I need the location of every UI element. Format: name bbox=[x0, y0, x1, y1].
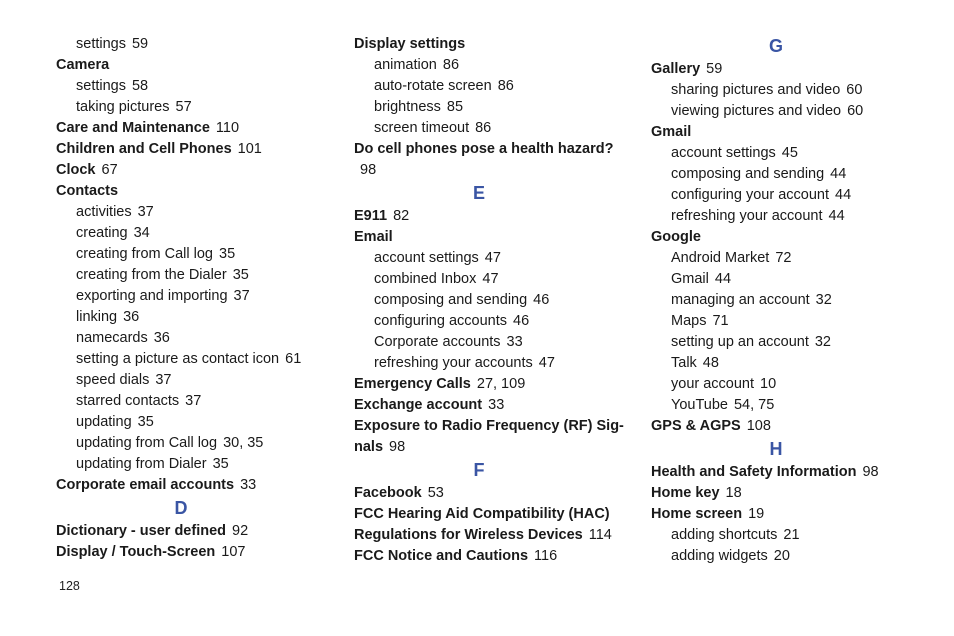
index-subentry bbox=[651, 374, 921, 395]
index-subentry bbox=[56, 34, 326, 55]
index-page-ref[interactable]: 45 bbox=[781, 145, 798, 161]
index-page-ref[interactable]: 101 bbox=[237, 141, 262, 157]
index-page-ref[interactable]: 47 bbox=[538, 355, 555, 371]
index-page-ref[interactable]: 32 bbox=[815, 292, 832, 308]
index-page-ref[interactable]: 33 bbox=[488, 397, 505, 413]
index-subentry bbox=[56, 76, 326, 97]
index-page-ref[interactable]: 67 bbox=[101, 162, 118, 178]
index-subentry bbox=[56, 328, 326, 349]
index-letter-heading: F bbox=[473, 460, 485, 480]
index-page-ref[interactable]: 48 bbox=[702, 355, 719, 371]
index-page-ref[interactable]: 35 bbox=[232, 267, 249, 283]
index-entry bbox=[354, 525, 624, 546]
index-term: adding shortcuts bbox=[671, 527, 778, 543]
index-term: Corporate accounts bbox=[374, 334, 501, 350]
index-subentry bbox=[354, 55, 624, 76]
index-page-ref[interactable]: 71 bbox=[712, 313, 729, 329]
index-subentry bbox=[651, 395, 921, 416]
index-page-ref[interactable]: 32 bbox=[814, 334, 831, 350]
index-term: Emergency Calls bbox=[354, 376, 471, 392]
index-page-ref[interactable]: 57 bbox=[175, 99, 192, 115]
index-term: Home screen bbox=[651, 506, 743, 522]
index-term: FCC Notice and Cautions bbox=[354, 548, 529, 564]
index-entry bbox=[354, 227, 624, 248]
index-page-ref[interactable]: 33 bbox=[240, 477, 257, 493]
index-term: Maps bbox=[671, 313, 707, 329]
index-page-ref[interactable]: 86 bbox=[442, 57, 460, 73]
index-page-ref[interactable]: 18 bbox=[725, 485, 742, 501]
index-subentry bbox=[651, 546, 921, 567]
index-entry bbox=[354, 483, 624, 504]
index-entry bbox=[651, 122, 921, 143]
index-page-ref[interactable]: 35 bbox=[219, 246, 236, 262]
index-entry bbox=[354, 416, 624, 458]
index-term: Children and Cell Phones bbox=[56, 141, 232, 157]
index-term: Android Market bbox=[671, 250, 770, 266]
index-page-ref[interactable]: 47 bbox=[482, 271, 499, 287]
index-page-ref[interactable]: 59 bbox=[706, 61, 723, 77]
index-term: Gallery bbox=[651, 61, 701, 77]
index-term: Exposure to Radio Frequency (RF) Sig-nals bbox=[354, 418, 624, 455]
index-term: Gmail bbox=[671, 271, 709, 287]
index-subentry bbox=[56, 202, 326, 223]
index-entry bbox=[651, 504, 921, 525]
index-term: configuring accounts bbox=[374, 313, 507, 329]
index-term: Display / Touch-Screen bbox=[56, 544, 216, 560]
index-term: brightness bbox=[374, 99, 441, 115]
index-term: Corporate email accounts bbox=[56, 477, 235, 493]
index-page-ref[interactable]: 108 bbox=[746, 418, 771, 434]
index-page-ref[interactable]: 54, 75 bbox=[733, 397, 775, 413]
index-term: FCC Hearing Aid Compatibility (HAC) bbox=[354, 506, 610, 522]
index-page-ref[interactable]: 59 bbox=[131, 36, 149, 52]
index-term: creating bbox=[76, 225, 128, 241]
index-entry bbox=[56, 542, 326, 563]
index-term: animation bbox=[374, 57, 437, 73]
index-term: Talk bbox=[671, 355, 697, 371]
index-subentry bbox=[56, 97, 326, 118]
index-entry bbox=[651, 462, 921, 483]
index-entry bbox=[56, 521, 326, 542]
index-term: starred contacts bbox=[76, 393, 180, 409]
index-page-ref[interactable]: 98 bbox=[360, 162, 377, 178]
index-term: exporting and importing bbox=[76, 288, 228, 304]
index-page-ref[interactable]: 116 bbox=[534, 548, 558, 564]
index-term: sharing pictures and video bbox=[671, 82, 841, 98]
index-subentry bbox=[354, 118, 624, 139]
index-term: E911 bbox=[354, 208, 388, 224]
index-entry bbox=[651, 416, 921, 437]
index-term: composing and sending bbox=[374, 292, 528, 308]
index-entry bbox=[354, 206, 624, 227]
index-subentry bbox=[56, 412, 326, 433]
index-entry bbox=[651, 483, 921, 504]
index-subentry bbox=[56, 307, 326, 328]
index-term: Health and Safety Information bbox=[651, 464, 857, 480]
index-page-ref[interactable]: 82 bbox=[393, 208, 410, 224]
index-term: account settings bbox=[374, 250, 479, 266]
index-page-ref[interactable]: 44 bbox=[714, 271, 732, 287]
index-page-ref[interactable]: 98 bbox=[862, 464, 879, 480]
index-term: setting a picture as contact icon bbox=[76, 351, 280, 367]
index-entry bbox=[354, 546, 624, 567]
index-page-ref[interactable]: 53 bbox=[427, 485, 444, 501]
index-page-ref[interactable]: 33 bbox=[506, 334, 523, 350]
index-subentry bbox=[651, 185, 921, 206]
index-letter-heading: H bbox=[769, 439, 783, 459]
index-subentry bbox=[56, 391, 326, 412]
index-page-ref[interactable]: 35 bbox=[212, 456, 229, 472]
index-term: combined Inbox bbox=[374, 271, 477, 287]
index-page-ref[interactable]: 92 bbox=[232, 523, 249, 539]
index-entry bbox=[354, 374, 624, 395]
index-term: settings bbox=[76, 36, 126, 52]
index-subentry bbox=[354, 311, 624, 332]
index-term: Clock bbox=[56, 162, 96, 178]
index-page-ref[interactable]: 34 bbox=[133, 225, 150, 241]
index-term: updating from Call log bbox=[76, 435, 218, 451]
index-subentry bbox=[651, 248, 921, 269]
index-subentry bbox=[651, 269, 921, 290]
index-term: Care and Maintenance bbox=[56, 120, 210, 136]
index-term: configuring your account bbox=[671, 187, 829, 203]
index-page-ref[interactable]: 44 bbox=[828, 208, 845, 224]
index-entry bbox=[354, 34, 624, 55]
index-subentry bbox=[56, 370, 326, 391]
index-term: updating bbox=[76, 414, 132, 430]
index-entry bbox=[56, 55, 326, 76]
index-subentry bbox=[56, 286, 326, 307]
index-term: Email bbox=[354, 229, 393, 245]
index-subentry bbox=[354, 97, 624, 118]
index-page-ref[interactable]: 21 bbox=[783, 527, 800, 543]
index-entry bbox=[354, 395, 624, 416]
index-entry bbox=[651, 227, 921, 248]
page-number: 128 bbox=[59, 579, 80, 593]
index-subentry bbox=[651, 353, 921, 374]
index-column-2 bbox=[354, 34, 624, 567]
index-term: Do cell phones pose a health hazard? bbox=[354, 141, 614, 157]
index-subentry bbox=[354, 332, 624, 353]
index-term: Camera bbox=[56, 57, 110, 73]
index-term: Exchange account bbox=[354, 397, 483, 413]
index-subentry bbox=[56, 265, 326, 286]
index-term: speed dials bbox=[76, 372, 150, 388]
index-term: settings bbox=[76, 78, 126, 94]
index-term: updating from Dialer bbox=[76, 456, 207, 472]
index-page-ref[interactable]: 37 bbox=[185, 393, 202, 409]
index-term: Regulations for Wireless Devices bbox=[354, 527, 583, 543]
index-term: Dictionary - user defined bbox=[56, 523, 227, 539]
index-subentry bbox=[56, 433, 326, 454]
index-subentry bbox=[56, 223, 326, 244]
index-page-ref[interactable]: 20 bbox=[773, 548, 790, 564]
index-term: Facebook bbox=[354, 485, 422, 501]
index-term: refreshing your accounts bbox=[374, 355, 533, 371]
index-page-ref[interactable]: 60 bbox=[847, 103, 864, 119]
index-page-ref[interactable]: 44 bbox=[835, 187, 852, 203]
index-letter-heading: E bbox=[472, 183, 485, 203]
index-subentry bbox=[651, 143, 921, 164]
index-term: Display settings bbox=[354, 36, 466, 52]
index-entry bbox=[651, 59, 921, 80]
index-term: Home key bbox=[651, 485, 720, 501]
index-subentry bbox=[651, 311, 921, 332]
index-term: GPS & AGPS bbox=[651, 418, 741, 434]
index-subentry bbox=[56, 349, 326, 370]
index-term: Gmail bbox=[651, 124, 692, 140]
index-page-ref[interactable]: 61 bbox=[285, 351, 302, 367]
index-entry bbox=[56, 475, 326, 496]
index-subentry bbox=[651, 525, 921, 546]
index-entry bbox=[56, 118, 326, 139]
index-page-ref[interactable]: 107 bbox=[221, 544, 246, 560]
index-page-ref[interactable]: 19 bbox=[748, 506, 765, 522]
index-page-ref[interactable]: 30, 35 bbox=[223, 435, 264, 451]
index-page-ref[interactable]: 37 bbox=[155, 372, 172, 388]
index-page-ref[interactable]: 27, 109 bbox=[476, 376, 526, 392]
index-page-ref[interactable]: 37 bbox=[137, 204, 154, 220]
index-term: account settings bbox=[671, 145, 776, 161]
index-page-ref[interactable]: 44 bbox=[830, 166, 847, 182]
index-entry bbox=[354, 504, 624, 525]
index-term: setting up an account bbox=[671, 334, 809, 350]
index-subentry bbox=[354, 353, 624, 374]
index-term: refreshing your account bbox=[671, 208, 823, 224]
index-subentry bbox=[651, 80, 921, 101]
index-entry bbox=[56, 181, 326, 202]
index-page-ref[interactable]: 46 bbox=[513, 313, 530, 329]
index-page-ref[interactable]: 37 bbox=[233, 288, 250, 304]
index-letter-heading: G bbox=[768, 36, 783, 56]
index-term: auto-rotate screen bbox=[374, 78, 492, 94]
index-term: creating from Call log bbox=[76, 246, 213, 262]
index-page-ref[interactable]: 72 bbox=[775, 250, 792, 266]
index-term: namecards bbox=[76, 330, 148, 346]
index-page-ref[interactable]: 110 bbox=[215, 120, 240, 136]
index-page-ref[interactable]: 10 bbox=[760, 376, 777, 392]
index-page-ref[interactable]: 86 bbox=[497, 78, 514, 94]
index-entry bbox=[56, 160, 326, 181]
index-column-1 bbox=[56, 34, 326, 563]
index-page-ref[interactable]: 36 bbox=[123, 309, 140, 325]
index-term: linking bbox=[76, 309, 118, 325]
index-subentry bbox=[56, 454, 326, 475]
index-page-ref[interactable]: 36 bbox=[153, 330, 170, 346]
index-term: managing an account bbox=[671, 292, 810, 308]
index-column-3 bbox=[651, 34, 921, 567]
index-page-ref[interactable]: 86 bbox=[475, 120, 492, 136]
index-letter-heading: D bbox=[174, 498, 188, 518]
index-term: viewing pictures and video bbox=[671, 103, 842, 119]
index-subentry bbox=[651, 206, 921, 227]
index-subentry bbox=[651, 332, 921, 353]
index-page-ref[interactable]: 46 bbox=[533, 292, 550, 308]
index-page-ref[interactable]: 85 bbox=[446, 99, 464, 115]
index-entry bbox=[56, 139, 326, 160]
index-subentry bbox=[651, 101, 921, 122]
index-page-ref[interactable]: 114 bbox=[588, 527, 612, 543]
index-subentry bbox=[354, 76, 624, 97]
index-term: taking pictures bbox=[76, 99, 170, 115]
index-subentry bbox=[56, 244, 326, 265]
index-subentry bbox=[354, 290, 624, 311]
index-term: YouTube bbox=[671, 397, 728, 413]
index-term: adding widgets bbox=[671, 548, 768, 564]
index-subentry bbox=[651, 290, 921, 311]
index-term: screen timeout bbox=[374, 120, 470, 136]
index-subentry bbox=[354, 248, 624, 269]
index-term: activities bbox=[76, 204, 132, 220]
index-term: composing and sending bbox=[671, 166, 825, 182]
index-term: Google bbox=[651, 229, 701, 245]
index-page-ref[interactable]: 35 bbox=[137, 414, 154, 430]
index-term: your account bbox=[671, 376, 755, 392]
index-subentry bbox=[354, 269, 624, 290]
index-page-ref[interactable]: 58 bbox=[131, 78, 149, 94]
index-subentry bbox=[651, 164, 921, 185]
index-page-ref[interactable]: 47 bbox=[484, 250, 501, 266]
index-page-ref[interactable]: 98 bbox=[389, 439, 406, 455]
index-term: Contacts bbox=[56, 183, 119, 199]
index-entry bbox=[354, 139, 624, 181]
index-term: creating from the Dialer bbox=[76, 267, 227, 283]
index-page-ref[interactable]: 60 bbox=[846, 82, 863, 98]
